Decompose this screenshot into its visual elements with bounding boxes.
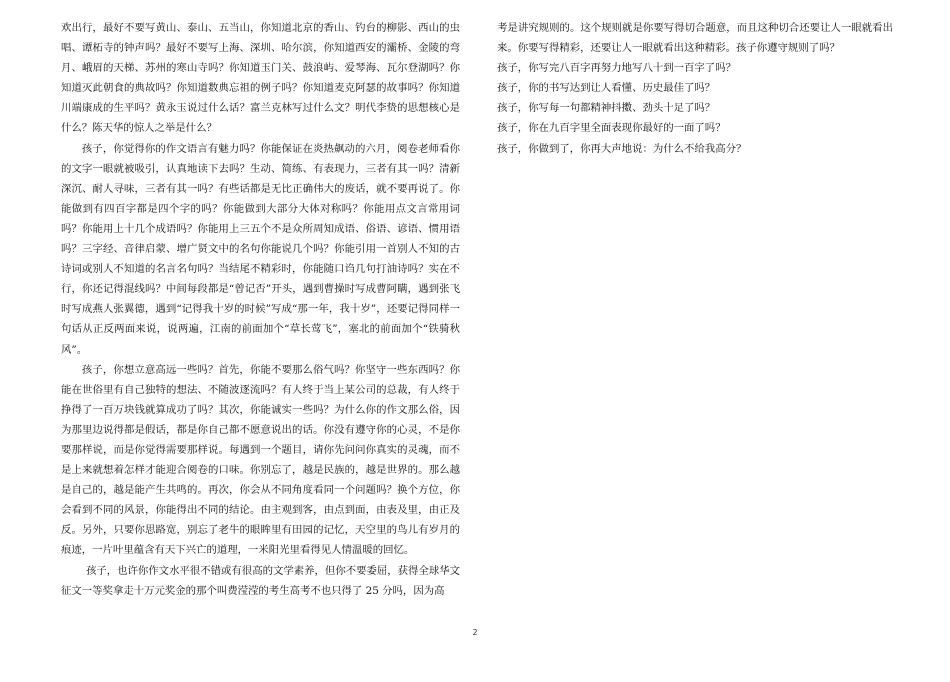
paragraph-spirit: 孩子，你写每一句都精神抖擞、劲头十足了吗？ <box>497 102 716 115</box>
paragraph-language-charm: 孩子，你觉得你的作文语言有魅力吗？你能保证在炎热飙动的六月，阅卷老师看你的文字一眼就被吸引，认真地读下去吗？生动、简练、有表现力，三者有其一吗？清新深沉、耐人寻味，三者有其一吗？有些话都是无比正确伟大的废话，就不要再说了。你能做到有四百字都是四个字的吗？你能做到大部分大体对称吗？你能用点文言常用词吗？你能用上十几个成语吗？你能用上三五个不是众所周知成语、俗语、谚语、惯用语吗？三字经、音律启蒙、增广贤文中的名句你能说几个吗？你能引用一首别人不知的古诗词或别人不知道的名言名句吗？当结尾不精彩时，你能随口诌几句打油诗吗？实在不行，你还记得混线吗？中间每段都是“曾记否”开头，遇到曹操时写成曹阿瞒，遇到张飞时写成燕人张翼德，遇到“记得我十岁的时候”写成“那一年，我十岁”，还要记得同样一句话从正反两面来说，说两遍，江南的前面加个“草长莺飞”，塞北的前面加个“铁骑秋风”。 <box>61 142 460 356</box>
paragraph-word-count: 孩子，你写完八百字再努力地写八十到一百字了吗？ <box>497 62 736 75</box>
paragraph-literary-talent: 孩子，也许你作文水平很不错或有很高的文学素养，但你不要委屈，获得全球华文征文一等奖拿走十万元奖金的那个叫费滢滢的考生高考不也只得了 25 分吗，因为高 <box>61 564 461 597</box>
paragraph-travel-questions: 欢出行，最好不要写黄山、泰山、五当山，你知道北京的香山、钓台的柳影、西山的虫唱、谭柘寺的钟声吗？最好不要写上海、深圳、哈尔滨，你知道西安的灞桥、金陵的弯月、峨眉的天梯、苏州的寒山寺吗？你知道玉门关、鼓浪屿、爱琴海、瓦尔登湖吗？你知道灭此朝食的典故吗？你知道数典忘祖的例子吗？你知道麦克阿瑟的故事吗？你知道川端康成的生平吗？黄永玉说过什么话？富兰克林写过什么文？明代李贽的思想核心是什么？陈天华的惊人之举是什么？ <box>61 22 460 135</box>
paragraph-high-score: 孩子，你做到了，你再大声地说：为什么不给我高分？ <box>497 142 747 155</box>
paragraph-rules: 考是讲究规则的。这个规则就是你要写得切合题意，而且这种切合还要让人一眼就看出来。你要写得精彩，还要让人一眼就看出这种精彩。孩子你遵守规则了吗？ <box>497 22 893 55</box>
paragraph-best-side: 孩子，你在九百字里全面表现你最好的一面了吗？ <box>497 122 726 135</box>
left-text-column <box>61 18 460 601</box>
right-text-column <box>497 18 893 159</box>
page-number: 2 <box>472 628 478 637</box>
paragraph-handwriting: 孩子，你的书写达到让人看懂、历史最佳了吗？ <box>497 82 716 95</box>
paragraph-lofty-ideas: 孩子，你想立意高远一些吗？首先，你能不要那么俗气吗？你坚守一些东西吗？你能在世俗里有自己独特的想法、不随波逐流吗？有人终于当上某公司的总裁，有人终于挣得了一百万块钱就算成功了吗？其次，你能诚实一些吗？为什么你的作文那么俗，因为那里边说得都是假话，都是你自己都不愿意说出的话。你没有遵守你的心灵，不是你要那样说，而是你觉得需要那样说。每遇到一个题目，请你先问问你真实的灵魂，而不是上来就想着怎样才能迎合阅卷的口味。你别忘了，越是民族的，越是世界的。那么越是自己的，越是能产生共鸣的。再次，你会从不同角度看同一个问题吗？换个方位，你会看到不同的风景，你能得出不同的结论。由主观到客，由点到面，由表及里，由正及反。另外，只要你思路宽，别忘了老牛的眼眸里有田园的记忆，天空里的鸟儿有岁月的痕迹，一片叶里蕴含有天下兴亡的道理，一米阳光里看得见人情温暖的回忆。 <box>61 363 460 557</box>
